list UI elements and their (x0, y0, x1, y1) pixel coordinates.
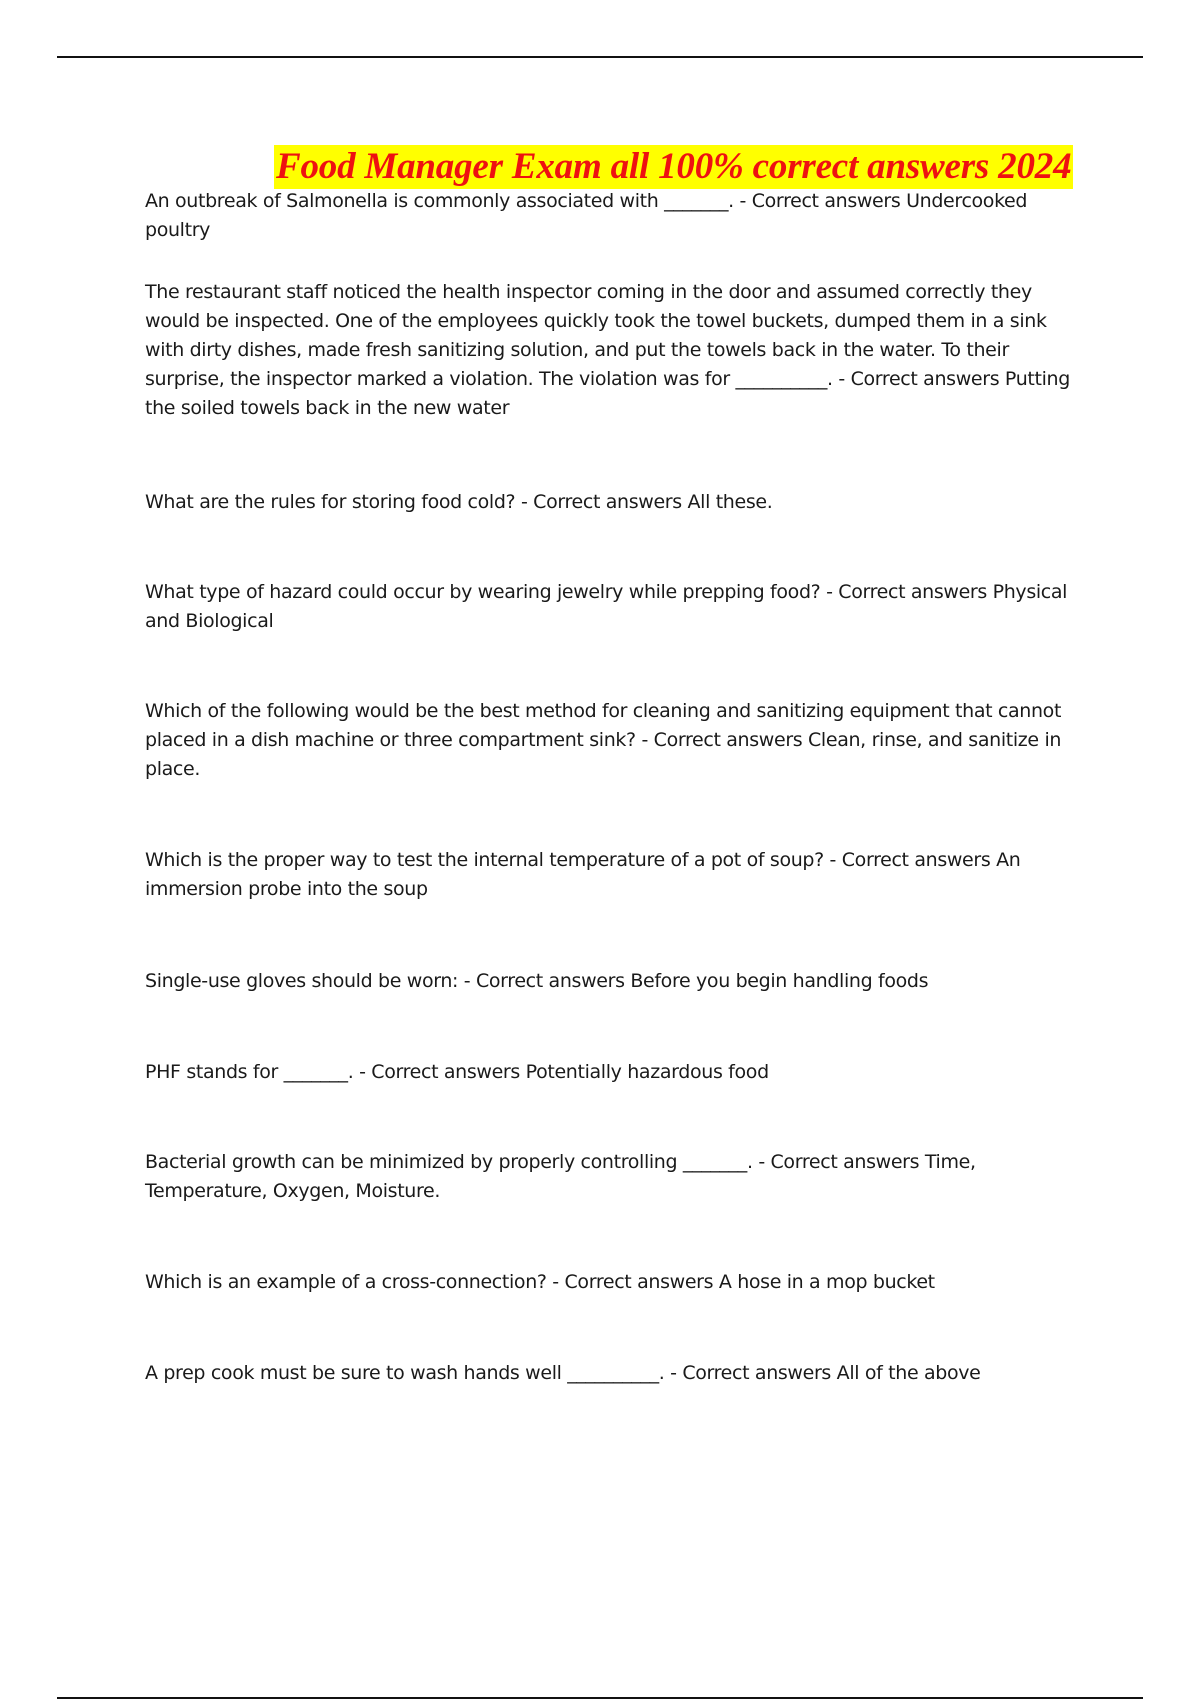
header-rule (57, 56, 1143, 58)
title-highlight (274, 145, 1073, 189)
page-title: Food Manager Exam all 100% correct answers 2024 (276, 146, 1072, 187)
qa-item-3: What are the rules for storing food cold? - Correct answers All these. (145, 491, 773, 513)
qa-item-5: Which of the following would be the best method for cleaning and sanitizing equipment that cannot placed in a dish machine or three compartment sink? - Correct answers Clean, rinse, and sanitize in place. (145, 700, 1062, 780)
qa-item-2: The restaurant staff noticed the health inspector coming in the door and assumed correctly they would be inspected. One of the employees quickly took the towel buckets, dumped them in a sink with dirty dishes, made fresh sanitizing solution, and put the towels back in the water. To their surprise, the inspector marked a violation. The violation was for __________. - Correct answers Putting the soiled towels back in the new water (145, 281, 1070, 419)
qa-item-8: PHF stands for _______. - Correct answers Potentially hazardous food (145, 1061, 769, 1083)
qa-item-6: Which is the proper way to test the internal temperature of a pot of soup? - Correct answers An immersion probe into the soup (145, 849, 1021, 900)
footer-rule (57, 1697, 1143, 1699)
qa-item-11: A prep cook must be sure to wash hands well __________. - Correct answers All of the above (145, 1362, 981, 1384)
qa-item-9: Bacterial growth can be minimized by properly controlling _______. - Correct answers Time, Temperature, Oxygen, Moisture. (145, 1151, 976, 1202)
qa-item-10: Which is an example of a cross-connection? - Correct answers A hose in a mop bucket (145, 1271, 935, 1293)
qa-item-7: Single-use gloves should be worn: - Correct answers Before you begin handling foods (145, 970, 929, 992)
qa-item-4: What type of hazard could occur by wearing jewelry while prepping food? - Correct answers Physical and Biological (145, 581, 1068, 632)
qa-item-1: An outbreak of Salmonella is commonly associated with _______. - Correct answers Undercooked poultry (145, 190, 1028, 241)
